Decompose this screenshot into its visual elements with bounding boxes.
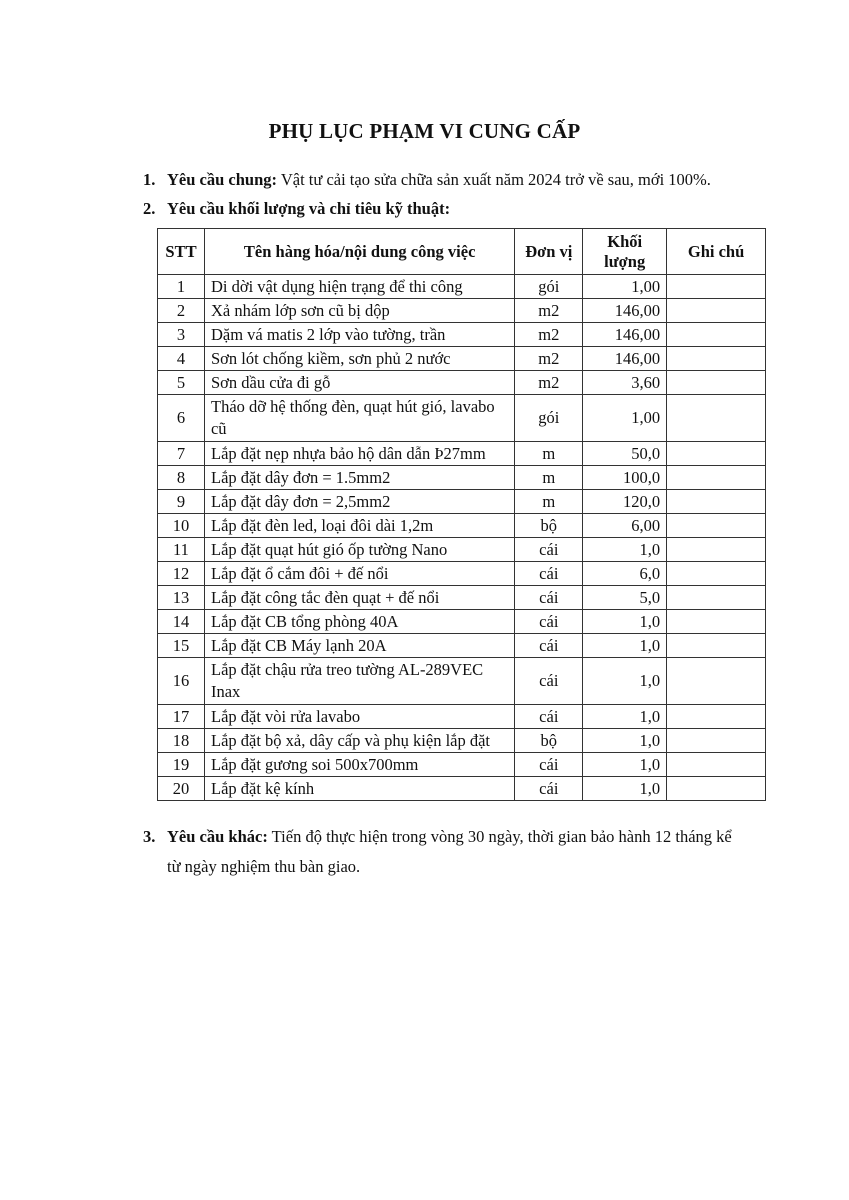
row-quantity: 5,0	[583, 586, 667, 610]
row-stt: 13	[158, 586, 205, 610]
row-note	[667, 323, 766, 347]
row-unit: m2	[515, 371, 583, 395]
row-unit: bộ	[515, 729, 583, 753]
row-unit: cái	[515, 753, 583, 777]
row-unit: m	[515, 466, 583, 490]
table-row	[158, 395, 766, 442]
header-unit: Đơn vị	[515, 229, 583, 275]
row-unit: cái	[515, 634, 583, 658]
row-unit: bộ	[515, 514, 583, 538]
requirement-number: 3.	[143, 827, 156, 846]
header-quantity: Khối lượng	[583, 229, 667, 275]
row-stt: 4	[158, 347, 205, 371]
row-quantity: 1,0	[583, 729, 667, 753]
row-note	[667, 586, 766, 610]
table-row	[158, 777, 766, 801]
row-quantity: 1,0	[583, 634, 667, 658]
row-quantity: 3,60	[583, 371, 667, 395]
row-stt: 6	[158, 395, 205, 442]
requirement-text-continued: từ ngày nghiệm thu bàn giao.	[167, 857, 361, 876]
row-name: Lắp đặt chậu rửa treo tường AL-289VEC Inax	[204, 658, 514, 705]
row-unit: m2	[515, 299, 583, 323]
table-row	[158, 490, 766, 514]
row-stt: 14	[158, 610, 205, 634]
requirement-text: Tiến độ thực hiện trong vòng 30 ngày, thời gian bảo hành 12 tháng kể	[267, 827, 732, 846]
table-row	[158, 299, 766, 323]
row-stt: 1	[158, 275, 205, 299]
row-stt: 18	[158, 729, 205, 753]
row-stt: 17	[158, 705, 205, 729]
row-stt: 8	[158, 466, 205, 490]
row-unit: m	[515, 490, 583, 514]
row-quantity: 146,00	[583, 347, 667, 371]
row-name: Sơn lót chống kiềm, sơn phủ 2 nước	[204, 347, 514, 371]
table-row	[158, 634, 766, 658]
row-note	[667, 347, 766, 371]
row-quantity: 50,0	[583, 442, 667, 466]
table-row	[158, 466, 766, 490]
table-row	[158, 562, 766, 586]
row-quantity: 6,0	[583, 562, 667, 586]
table-row	[158, 610, 766, 634]
requirement-other	[143, 822, 783, 882]
row-name: Lắp đặt bộ xả, dây cấp và phụ kiện lắp đặt	[204, 729, 514, 753]
table-body	[158, 275, 766, 801]
table-row	[158, 658, 766, 705]
row-note	[667, 490, 766, 514]
table-row	[158, 705, 766, 729]
table-row	[158, 753, 766, 777]
table-row	[158, 729, 766, 753]
row-note	[667, 634, 766, 658]
row-name: Lắp đặt CB tổng phòng 40A	[204, 610, 514, 634]
row-quantity: 1,0	[583, 705, 667, 729]
row-stt: 3	[158, 323, 205, 347]
document-title: PHỤ LỤC PHẠM VI CUNG CẤP	[268, 119, 581, 143]
row-unit: cái	[515, 777, 583, 801]
table-row	[158, 275, 766, 299]
row-note	[667, 705, 766, 729]
table-row	[158, 442, 766, 466]
row-unit: m2	[515, 323, 583, 347]
row-quantity: 1,0	[583, 538, 667, 562]
requirement-number: 2.	[143, 199, 156, 218]
row-name: Lắp đặt dây đơn = 2,5mm2	[204, 490, 514, 514]
row-stt: 15	[158, 634, 205, 658]
row-note	[667, 538, 766, 562]
row-name: Lắp đặt kệ kính	[204, 777, 514, 801]
table-row	[158, 371, 766, 395]
row-quantity: 1,0	[583, 610, 667, 634]
row-unit: cái	[515, 562, 583, 586]
row-unit: gói	[515, 275, 583, 299]
row-stt: 20	[158, 777, 205, 801]
row-unit: cái	[515, 658, 583, 705]
row-name: Lắp đặt ổ cắm đôi + đế nổi	[204, 562, 514, 586]
row-note	[667, 299, 766, 323]
requirement-number: 1.	[143, 170, 156, 189]
row-stt: 5	[158, 371, 205, 395]
requirement-label: Yêu cầu khối lượng và chỉ tiêu kỹ thuật:	[167, 199, 451, 218]
row-stt: 2	[158, 299, 205, 323]
row-stt: 12	[158, 562, 205, 586]
row-note	[667, 395, 766, 442]
table-row	[158, 323, 766, 347]
row-quantity: 120,0	[583, 490, 667, 514]
row-note	[667, 371, 766, 395]
row-note	[667, 777, 766, 801]
row-name: Lắp đặt gương soi 500x700mm	[204, 753, 514, 777]
row-note	[667, 562, 766, 586]
row-quantity: 146,00	[583, 323, 667, 347]
row-name: Lắp đặt công tắc đèn quạt + đế nổi	[204, 586, 514, 610]
row-note	[667, 514, 766, 538]
row-note	[667, 753, 766, 777]
row-note	[667, 729, 766, 753]
table-row	[158, 538, 766, 562]
row-quantity: 1,00	[583, 275, 667, 299]
requirement-label: Yêu cầu chung:	[167, 170, 278, 189]
row-name: Dặm vá matis 2 lớp vào tường, trần	[204, 323, 514, 347]
row-note	[667, 442, 766, 466]
row-quantity: 1,0	[583, 777, 667, 801]
row-name: Lắp đặt CB Máy lạnh 20A	[204, 634, 514, 658]
row-stt: 16	[158, 658, 205, 705]
row-stt: 11	[158, 538, 205, 562]
row-quantity: 1,0	[583, 753, 667, 777]
row-note	[667, 466, 766, 490]
header-name: Tên hàng hóa/nội dung công việc	[204, 229, 514, 275]
row-quantity: 146,00	[583, 299, 667, 323]
row-name: Lắp đặt dây đơn = 1.5mm2	[204, 466, 514, 490]
table-row	[158, 347, 766, 371]
row-name: Tháo dỡ hệ thống đèn, quạt hút gió, lavabo cũ	[204, 395, 514, 442]
row-unit: m	[515, 442, 583, 466]
requirement-quantity-specs	[143, 198, 450, 220]
row-unit: cái	[515, 705, 583, 729]
row-quantity: 100,0	[583, 466, 667, 490]
row-name: Lắp đặt vòi rửa lavabo	[204, 705, 514, 729]
row-quantity: 1,0	[583, 658, 667, 705]
row-name: Xả nhám lớp sơn cũ bị dộp	[204, 299, 514, 323]
row-unit: cái	[515, 538, 583, 562]
requirement-label: Yêu cầu khác:	[167, 827, 268, 846]
row-unit: m2	[515, 347, 583, 371]
row-unit: cái	[515, 586, 583, 610]
table-row	[158, 586, 766, 610]
row-name: Sơn dầu cửa đi gỗ	[204, 371, 514, 395]
row-note	[667, 658, 766, 705]
row-name: Lắp đặt nẹp nhựa bảo hộ dân dẫn Þ27mm	[204, 442, 514, 466]
row-stt: 9	[158, 490, 205, 514]
row-quantity: 6,00	[583, 514, 667, 538]
row-quantity: 1,00	[583, 395, 667, 442]
row-stt: 19	[158, 753, 205, 777]
row-stt: 7	[158, 442, 205, 466]
header-stt: STT	[158, 229, 205, 275]
row-note	[667, 275, 766, 299]
row-unit: gói	[515, 395, 583, 442]
table-header-row	[158, 229, 766, 275]
table-row	[158, 514, 766, 538]
row-name: Lắp đặt quạt hút gió ốp tường Nano	[204, 538, 514, 562]
scope-table	[157, 228, 766, 801]
row-stt: 10	[158, 514, 205, 538]
requirement-general	[143, 169, 711, 191]
row-unit: cái	[515, 610, 583, 634]
requirement-text: Vật tư cải tạo sửa chữa sản xuất năm 2024 trở về sau, mới 100%.	[277, 170, 711, 189]
row-note	[667, 610, 766, 634]
header-note: Ghi chú	[667, 229, 766, 275]
row-name: Lắp đặt đèn led, loại đôi dài 1,2m	[204, 514, 514, 538]
row-name: Di dời vật dụng hiện trạng để thi công	[204, 275, 514, 299]
